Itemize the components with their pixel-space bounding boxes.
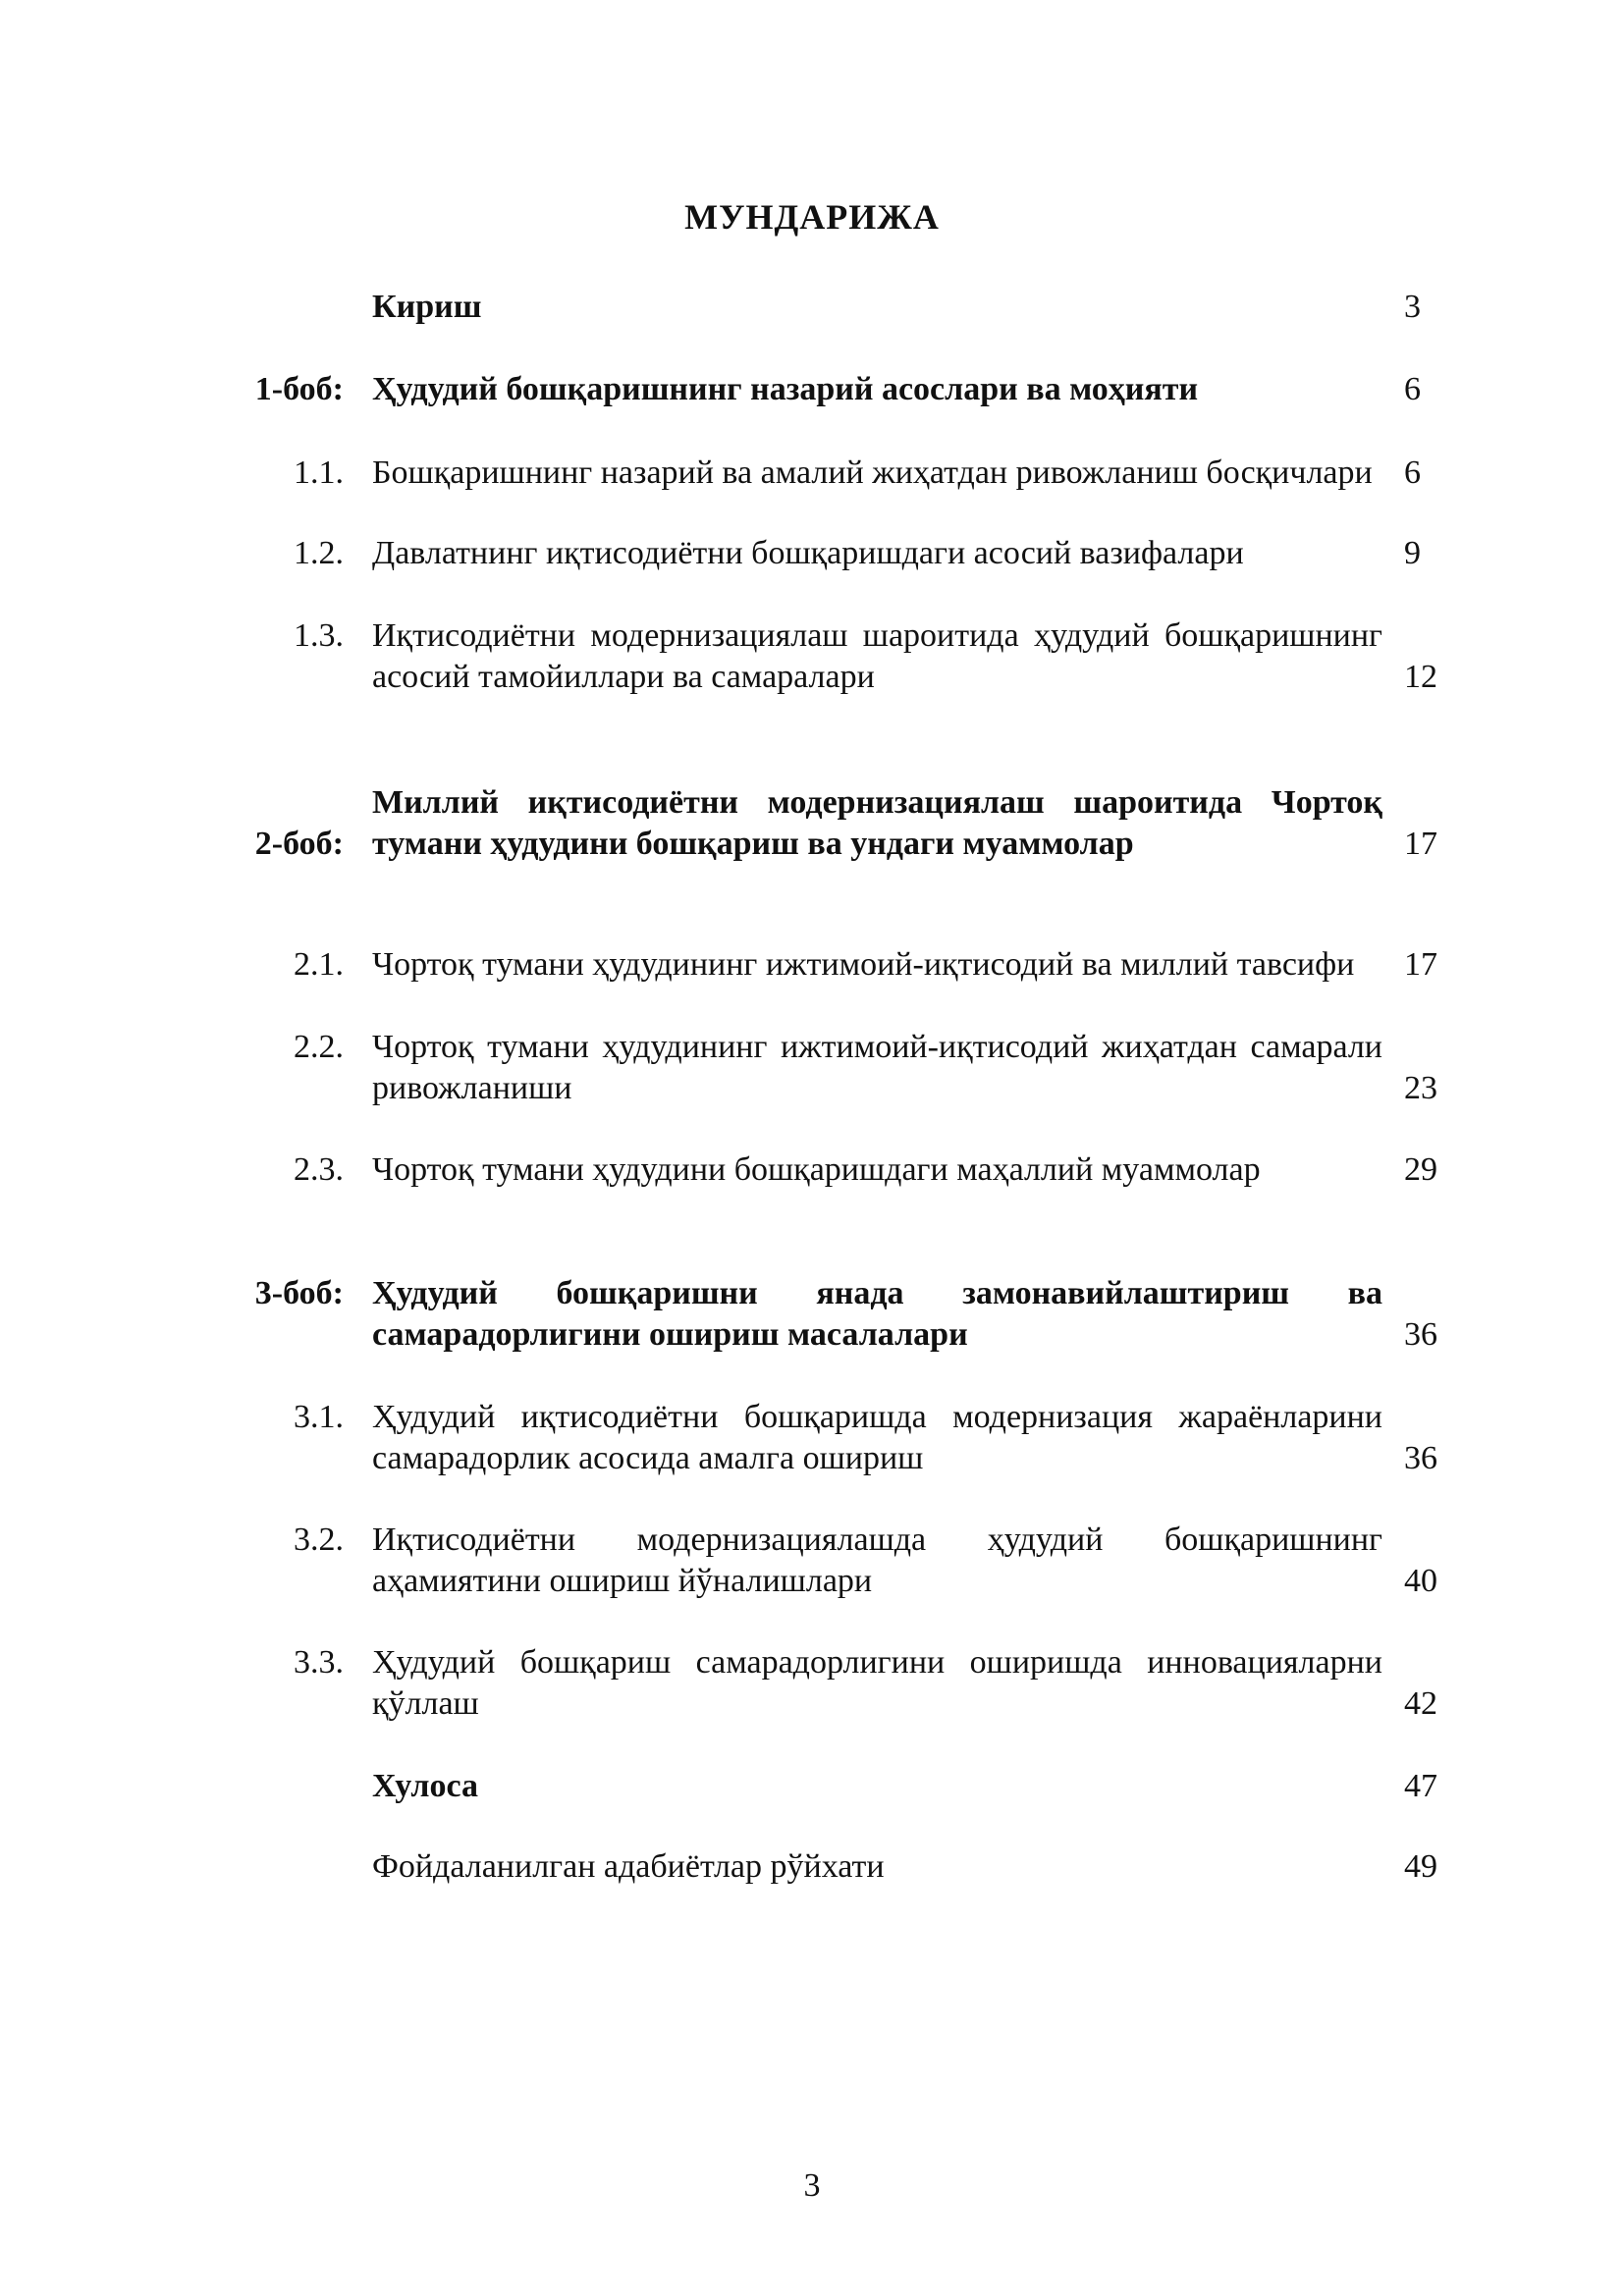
toc-entry-number: 2-боб: [254,826,344,862]
toc-entry-page: 29 [1404,1151,1437,1188]
toc-entry-title: Ҳудудий бошқариш самарадорлигини оширишда инновацияларни қўллаш [372,1644,1382,1722]
toc-entry-title: Ҳудудий бошқаришнинг назарий асослари ва моҳияти [372,371,1199,407]
toc-entry-title: Иқтисодиётни модернизациялаш шароитида ҳудудий бошқаришнинг асосий тамойиллари ва самаралари [372,617,1382,695]
toc-entry-number: 1.1. [294,454,344,491]
page-title: МУНДАРИЖА [684,197,940,237]
toc-entry-title: Ҳудудий бошқаришни янада замонавийлаштириш ва самарадорлигини ошириш масалалари [372,1275,1382,1353]
toc-entry-title: Чортоқ тумани ҳудудининг ижтимоий-иқтисодий ва миллий тавсифи [372,946,1355,983]
toc-entry-page: 36 [1404,1316,1437,1353]
toc-entry-number: 3-боб: [254,1275,344,1311]
toc-entry-number: 1-боб: [254,371,344,407]
toc-entry-number: 1.3. [294,617,344,654]
toc-entry-page: 36 [1404,1440,1437,1476]
toc-entry-title: Кириш [372,289,482,325]
toc-entry-title: Фойдаланилган адабиётлар рўйхати [372,1848,885,1885]
toc-entry-page: 42 [1404,1685,1437,1722]
toc-entry-title: Хулоса [372,1768,478,1804]
toc-entry-title: Чортоқ тумани ҳудудининг ижтимоий-иқтисодий жиҳатдан самарали ривожланиши [372,1029,1382,1106]
toc-entry-page: 47 [1404,1768,1437,1804]
toc-entry-page: 17 [1404,826,1437,862]
toc-entry-title: Миллий иқтисодиётни модернизациялаш шароитида Чортоқ тумани ҳудудини бошқариш ва ундаги муаммолар [372,784,1382,862]
toc-entry-page: 12 [1404,659,1437,695]
toc-entry-number: 2.2. [294,1029,344,1065]
toc-entry-page: 9 [1404,535,1421,571]
toc-entry-title: Иқтисодиётни модернизациялашда ҳудудий бошқаришнинг аҳамиятини ошириш йўналишлари [372,1522,1382,1599]
toc-entry-page: 23 [1404,1070,1437,1106]
toc-entry-page: 3 [1404,289,1421,325]
toc-entry-title: Ҳудудий иқтисодиётни бошқаришда модернизация жараёнларини самарадорлик асосида амалга ошириш [372,1399,1382,1476]
toc-entry-number: 3.2. [294,1522,344,1558]
toc-entry-title: Бошқаришнинг назарий ва амалий жиҳатдан ривожланиш босқичлари [372,454,1373,491]
toc-entry-number: 2.1. [294,946,344,983]
toc-entry-number: 2.3. [294,1151,344,1188]
toc-entry-number: 3.3. [294,1644,344,1681]
page-number: 3 [803,2167,821,2204]
toc-entry-page: 40 [1404,1563,1437,1599]
toc-entry-page: 49 [1404,1848,1437,1885]
toc-entry-number: 3.1. [294,1399,344,1435]
toc-entry-title: Чортоқ тумани ҳудудини бошқаришдаги маҳаллий муаммолар [372,1151,1261,1188]
toc-entry-title: Давлатнинг иқтисодиётни бошқаришдаги асосий вазифалари [372,535,1244,571]
toc-entry-page: 6 [1404,371,1421,407]
toc-entry-number: 1.2. [294,535,344,571]
toc-entry-page: 17 [1404,946,1437,983]
toc-entry-page: 6 [1404,454,1421,491]
